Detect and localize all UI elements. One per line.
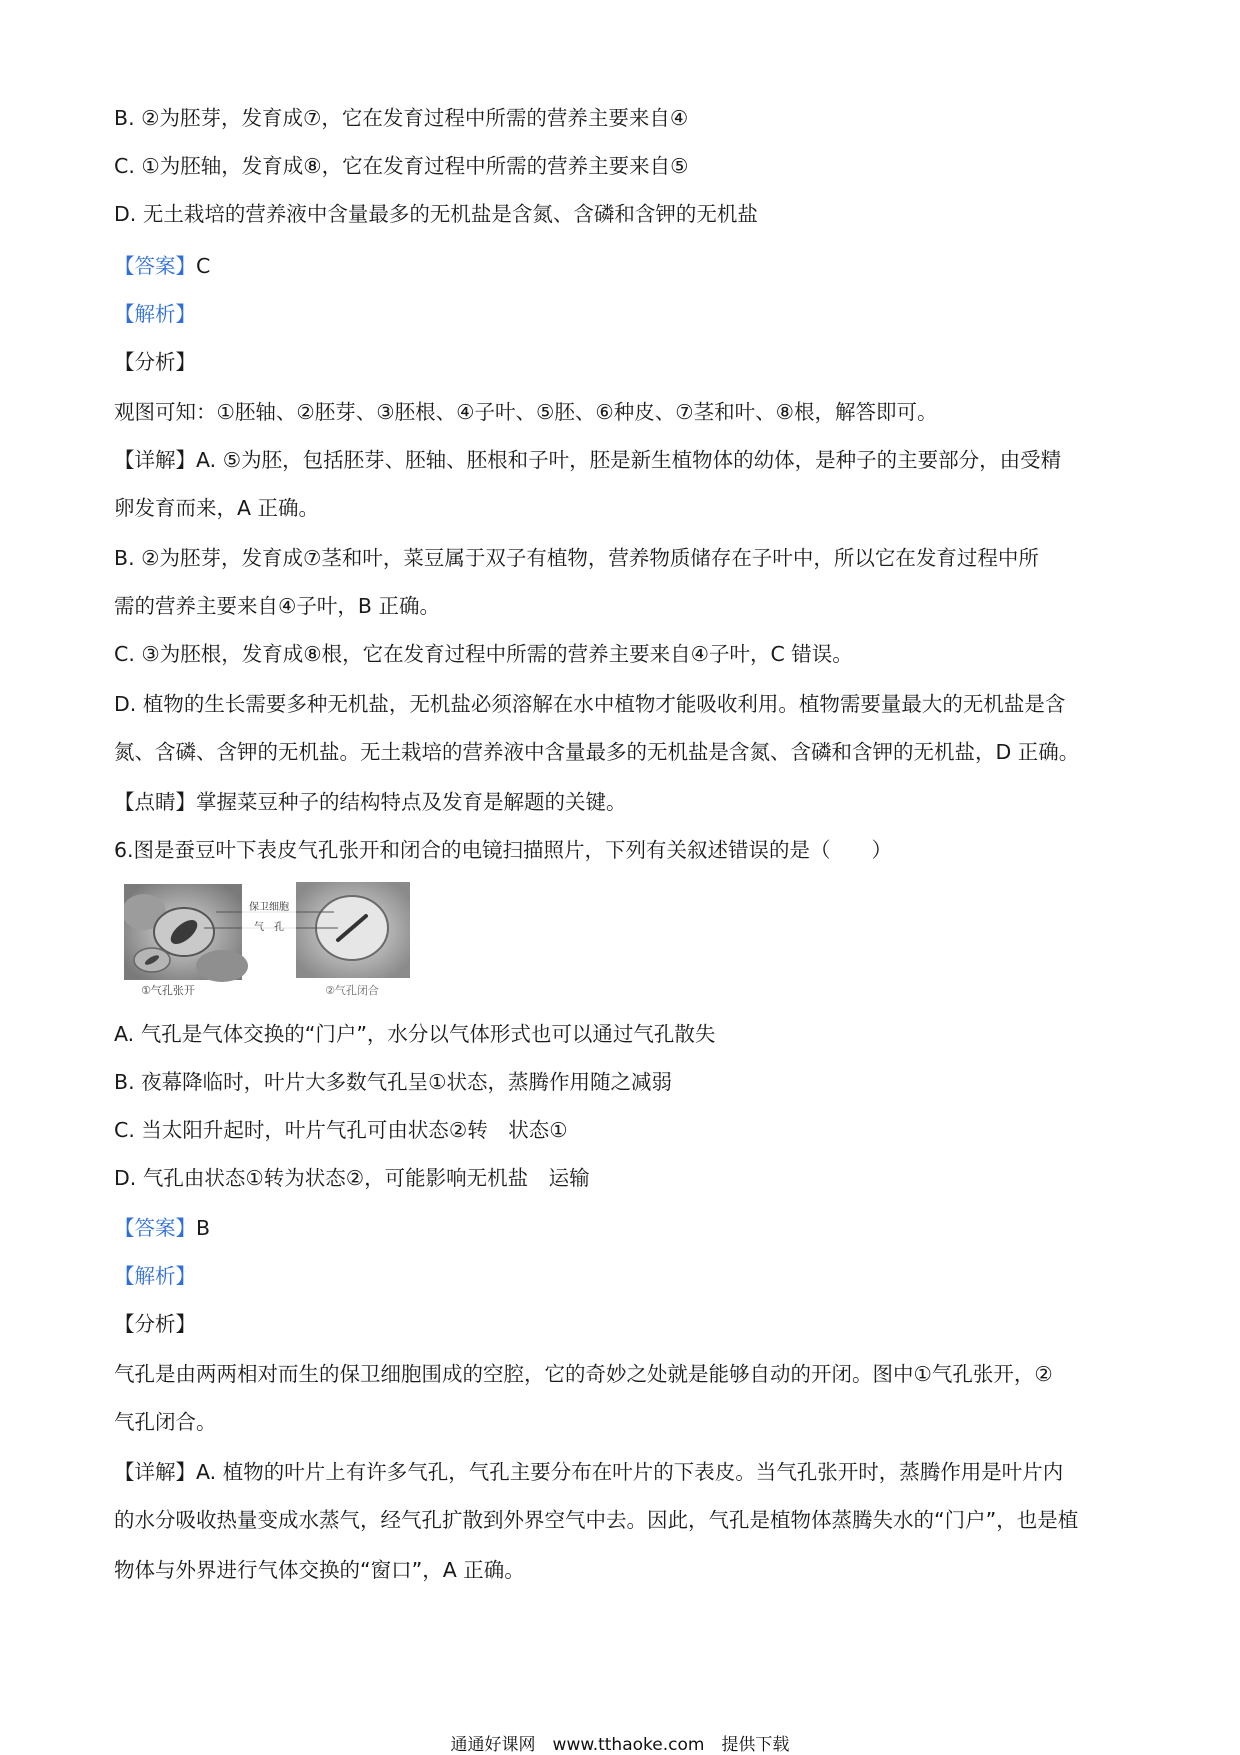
detail-q6-line1: 【详解】A. 植物的叶片上有许多气孔，气孔主要分布在叶片的下表皮。当气孔张开时，蒸腾作用是叶片内 [114,1460,1064,1484]
detail-q6-line3: 物体与外界进行气体交换的“窗口”，A 正确。 [114,1558,525,1582]
answer-value: C [196,254,211,278]
detail-d-line1: D. 植物的生长需要多种无机盐，无机盐必须溶解在水中植物才能吸收利用。植物需要量最大的无机盐是含 [114,692,1066,716]
label-guard-cell: 保卫细胞 [249,902,289,913]
stomata-photo [124,882,414,1000]
detail-a-line1: 【详解】A. ⑤为胚，包括胚芽、胚轴、胚根和子叶，胚是新生植物体的幼体，是种子的主要部分，由受精 [114,448,1062,472]
fenxi-tag-q6: 【分析】 [114,1312,196,1336]
option-d-q5: D. 无土栽培的营养液中含量最多的无机盐是含氮、含磷和含钾的无机盐 [114,202,758,226]
dianjing-q5: 【点睛】掌握菜豆种子的结构特点及发育是解题的关键。 [114,790,627,814]
option-d-q6: D. 气孔由状态①转为状态②，可能影响无机盐 运输 [114,1166,590,1190]
answer-q6 [114,1214,210,1242]
fenxi-text-q5: 观图可知：①胚轴、②胚芽、③胚根、④子叶、⑤胚、⑥种皮、⑦茎和叶、⑧根，解答即可。 [114,400,938,424]
label-stoma: 气 孔 [254,922,284,933]
option-b-q6: B. 夜幕降临时，叶片大多数气孔呈①状态，蒸腾作用随之减弱 [114,1070,672,1094]
question-6: 6.图是蚕豆叶下表皮气孔张开和闭合的电镜扫描照片，下列有关叙述错误的是（ ） [114,838,893,862]
option-b-q5: B. ②为胚芽，发育成⑦，它在发育过程中所需的营养主要来自④ [114,106,689,130]
analysis-tag-q6: 【解析】 [114,1264,196,1288]
detail-c: C. ③为胚根，发育成⑧根，它在发育过程中所需的营养主要来自④子叶，C 错误。 [114,642,853,666]
detail-d-line2: 氮、含磷、含钾的无机盐。无土栽培的营养液中含量最多的无机盐是含氮、含磷和含钾的无机盐，D 正确。 [114,740,1080,764]
detail-a-line2: 卵发育而来，A 正确。 [114,496,320,520]
detail-b-line1: B. ②为胚芽，发育成⑦茎和叶，菜豆属于双子有植物，营养物质储存在子叶中，所以它在发育过程中所 [114,546,1039,570]
caption-open: ①气孔张开 [141,984,195,997]
option-c-q6: C. 当太阳升起时，叶片气孔可由状态②转 状态① [114,1118,568,1142]
answer-tag: 【答案】 [114,1216,196,1240]
analysis-tag-q5: 【解析】 [114,302,196,326]
answer-value: B [196,1216,211,1240]
fenxi-q6-line1: 气孔是由两两相对而生的保卫细胞围成的空腔，它的奇妙之处就是能够自动的开闭。图中①气孔张开，② [114,1362,1053,1386]
fenxi-q6-line2: 气孔闭合。 [114,1410,217,1434]
detail-q6-line2: 的水分吸收热量变成水蒸气，经气孔扩散到外界空气中去。因此，气孔是植物体蒸腾失水的“门户”，也是植 [114,1508,1079,1532]
fenxi-tag-q5: 【分析】 [114,350,196,374]
caption-closed: ②气孔闭合 [325,984,379,997]
answer-tag: 【答案】 [114,254,196,278]
option-c-q5: C. ①为胚轴，发育成⑧，它在发育过程中所需的营养主要来自⑤ [114,154,689,178]
stomata-figure [124,882,414,1000]
footer-watermark: 通通好课网 www.tthaoke.com 提供下载 [450,1735,790,1755]
option-a-q6: A. 气孔是气体交换的“门户”，水分以气体形式也可以通过气孔散失 [114,1022,716,1046]
answer-q5 [114,252,210,280]
detail-b-line2: 需的营养主要来自④子叶，B 正确。 [114,594,440,618]
